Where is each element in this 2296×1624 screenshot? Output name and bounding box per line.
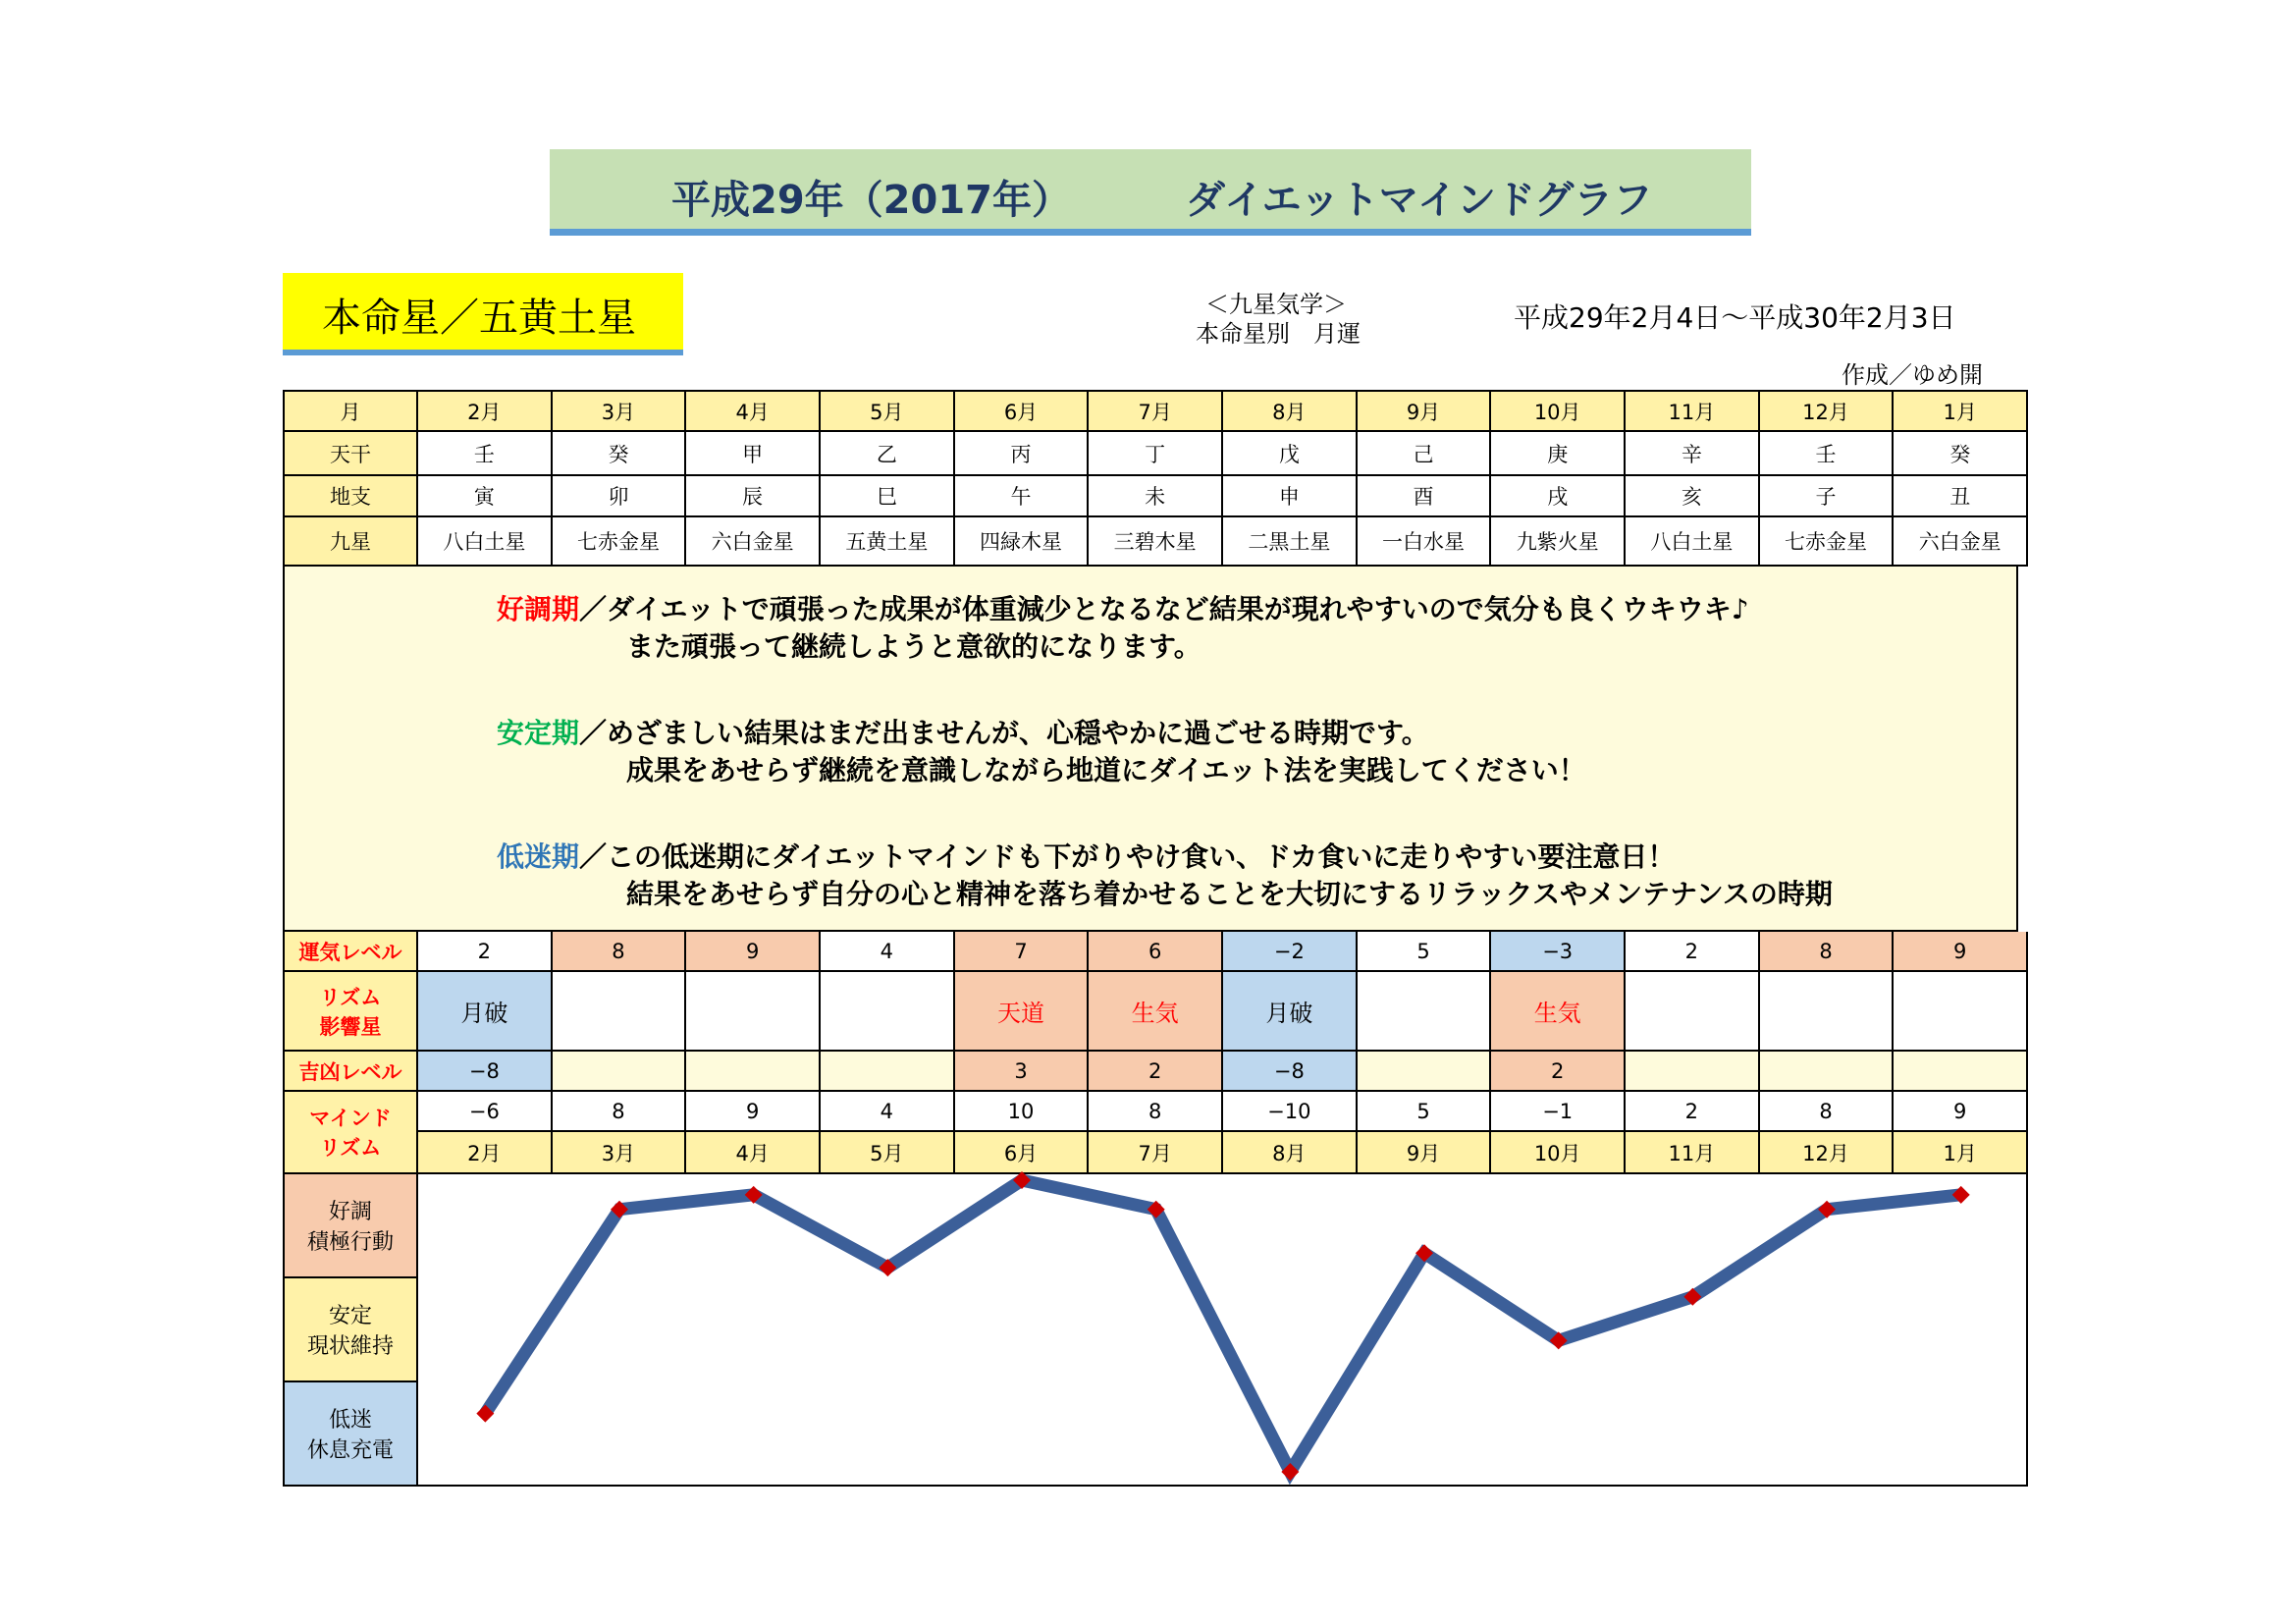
kyusei-cell: 二黒土星	[1223, 517, 1358, 567]
band-label-stable-line1: 安定	[328, 1304, 372, 1328]
mind-cell: 8	[1760, 1092, 1895, 1132]
mind-cell: 8	[553, 1092, 687, 1132]
tenkan-cell: 癸	[1894, 432, 2028, 476]
chishi-cell: 巳	[821, 476, 955, 517]
chishi-cell: 未	[1089, 476, 1223, 517]
source-line2: 本命星別 月運	[1196, 320, 1361, 348]
unki-cell: 8	[1760, 932, 1895, 972]
band-label-good-line1: 好調	[328, 1200, 372, 1224]
month-cell: 11月	[1626, 390, 1760, 432]
chishi-cell: 寅	[418, 476, 553, 517]
source-line1: ＜九星気学＞	[1205, 291, 1347, 318]
month-footer-cell: 8月	[1223, 1132, 1358, 1174]
kyusei-cell: 一白水星	[1358, 517, 1492, 567]
mind-rhythm-line	[485, 1180, 1960, 1472]
tenkan-cell: 壬	[418, 432, 553, 476]
kyusei-cell: 四緑木星	[955, 517, 1090, 567]
mind-cell: 9	[686, 1092, 821, 1132]
kyusei-cell: 六白金星	[1894, 517, 2028, 567]
unki-cell: −2	[1223, 932, 1358, 972]
chishi-cell: 丑	[1894, 476, 2028, 517]
month-footer-cell: 5月	[821, 1132, 955, 1174]
mind-cell: 2	[1626, 1092, 1760, 1132]
good-phase-text1: ／ダイエットで頑張った成果が体重減少となるなど結果が現れやすいので気分も良くウキウキ♪	[579, 593, 1749, 625]
mind-cell: 5	[1358, 1092, 1492, 1132]
mind-cell: 10	[955, 1092, 1090, 1132]
tenkan-cell: 庚	[1491, 432, 1626, 476]
chishi-cell: 午	[955, 476, 1090, 517]
month-footer-cell: 10月	[1491, 1132, 1626, 1174]
unki-cell: 9	[1894, 932, 2028, 972]
chishi-cell: 戌	[1491, 476, 1626, 517]
month-cell: 4月	[686, 390, 821, 432]
stable-phase-text2: 成果をあせらず継続を意識しながら地道にダイエット法を実践してください！	[626, 754, 1586, 786]
good-phase-label: 好調期	[497, 593, 580, 625]
unki-cell: 2	[418, 932, 553, 972]
month-cell: 6月	[955, 390, 1090, 432]
row-label-month: 月	[283, 390, 418, 432]
tenkan-cell: 丙	[955, 432, 1090, 476]
month-footer-cell: 11月	[1626, 1132, 1760, 1174]
month-cell: 5月	[821, 390, 955, 432]
kyusei-cell: 八白土星	[418, 517, 553, 567]
unki-cell: 2	[1626, 932, 1760, 972]
mind-cell: −6	[418, 1092, 553, 1132]
mind-cell: 4	[821, 1092, 955, 1132]
month-cell: 12月	[1760, 390, 1895, 432]
band-label-low-line1: 低迷	[328, 1408, 372, 1433]
row-label-kyusei: 九星	[283, 517, 418, 567]
chishi-cell: 酉	[1358, 476, 1492, 517]
band-label-stable-line2: 現状維持	[306, 1334, 394, 1359]
kyusei-cell: 八白土星	[1626, 517, 1760, 567]
stable-phase-text1: ／めざましい結果はまだ出ませんが、心穏やかに過ごせる時期です。	[579, 717, 1429, 749]
kikkyo-cell: 2	[1491, 1052, 1626, 1092]
title-year: 平成29年（2017年）	[671, 178, 1071, 223]
band-label-good-line2: 積極行動	[306, 1230, 394, 1255]
row-label-kikkyo: 吉凶レベル	[283, 1052, 418, 1092]
month-cell: 1月	[1894, 390, 2028, 432]
month-footer-cell: 2月	[418, 1132, 553, 1174]
mind-cell: 8	[1089, 1092, 1223, 1132]
rhythm-cell: 月破	[1223, 972, 1358, 1052]
row-label-rhythm-line1: リズム	[319, 985, 382, 1009]
month-cell: 3月	[553, 390, 687, 432]
tenkan-cell: 己	[1358, 432, 1492, 476]
kyusei-cell: 六白金星	[686, 517, 821, 567]
month-cell: 10月	[1491, 390, 1626, 432]
unki-cell: 6	[1089, 932, 1223, 972]
unki-cell: 5	[1358, 932, 1492, 972]
band-label-low-line2: 休息充電	[306, 1438, 394, 1463]
month-cell: 8月	[1223, 390, 1358, 432]
unki-cell: 4	[821, 932, 955, 972]
month-cell: 7月	[1089, 390, 1223, 432]
period-text: 平成29年2月4日～平成30年2月3日	[1514, 301, 1956, 334]
chishi-cell: 亥	[1626, 476, 1760, 517]
row-label-mind-line1: マインド	[309, 1107, 392, 1130]
row-label-mind-line2: リズム	[319, 1136, 382, 1160]
mind-cell: 9	[1894, 1092, 2028, 1132]
title-name: ダイエットマインドグラフ	[1186, 178, 1653, 223]
tenkan-cell: 甲	[686, 432, 821, 476]
good-phase-text2: また頑張って継続しようと意欲的になります。	[626, 630, 1201, 663]
honmeisei-label: 本命星／五黄土星	[322, 296, 636, 341]
kyusei-cell: 七赤金星	[553, 517, 687, 567]
tenkan-cell: 辛	[1626, 432, 1760, 476]
unki-cell: 7	[955, 932, 1090, 972]
row-label-tenkan: 天干	[283, 432, 418, 476]
rhythm-cell: 生気	[1089, 972, 1223, 1052]
kyusei-cell: 三碧木星	[1089, 517, 1223, 567]
month-footer-cell: 4月	[686, 1132, 821, 1174]
rhythm-cell: 月破	[418, 972, 553, 1052]
unki-cell: 9	[686, 932, 821, 972]
kyusei-cell: 七赤金星	[1760, 517, 1895, 567]
rhythm-cell: 生気	[1491, 972, 1626, 1052]
row-label-rhythm-line2: 影響星	[319, 1014, 382, 1039]
chishi-cell: 申	[1223, 476, 1358, 517]
mind-cell: −1	[1491, 1092, 1626, 1132]
tenkan-cell: 壬	[1760, 432, 1895, 476]
kikkyo-cell: −8	[418, 1052, 553, 1092]
tenkan-cell: 癸	[553, 432, 687, 476]
stable-phase-label: 安定期	[497, 717, 580, 749]
month-footer-cell: 12月	[1760, 1132, 1895, 1174]
kikkyo-cell: 2	[1089, 1052, 1223, 1092]
month-footer-cell: 6月	[955, 1132, 1090, 1174]
low-phase-label: 低迷期	[497, 840, 580, 873]
month-cell: 2月	[418, 390, 553, 432]
month-cell: 9月	[1358, 390, 1492, 432]
chishi-cell: 辰	[686, 476, 821, 517]
kyusei-cell: 九紫火星	[1491, 517, 1626, 567]
mind-cell: −10	[1223, 1092, 1358, 1132]
author-text: 作成／ゆめ開	[1842, 361, 1983, 389]
kyusei-cell: 五黄土星	[821, 517, 955, 567]
kikkyo-cell: −8	[1223, 1052, 1358, 1092]
row-label-unki: 運気レベル	[283, 932, 418, 972]
month-footer-cell: 1月	[1894, 1132, 2028, 1174]
kikkyo-cell: 3	[955, 1052, 1090, 1092]
row-label-chishi: 地支	[283, 476, 418, 517]
chishi-cell: 子	[1760, 476, 1895, 517]
low-phase-text1: ／この低迷期にダイエットマインドも下がりやけ食い、ドカ食いに走りやすい要注意日！	[579, 840, 1676, 873]
month-footer-cell: 7月	[1089, 1132, 1223, 1174]
unki-cell: −3	[1491, 932, 1626, 972]
rhythm-cell: 天道	[955, 972, 1090, 1052]
month-footer-cell: 9月	[1358, 1132, 1492, 1174]
tenkan-cell: 戊	[1223, 432, 1358, 476]
month-footer-cell: 3月	[553, 1132, 687, 1174]
low-phase-text2: 結果をあせらず自分の心と精神を落ち着かせることを大切にするリラックスやメンテナンスの時期	[626, 878, 1833, 910]
tenkan-cell: 乙	[821, 432, 955, 476]
chishi-cell: 卯	[553, 476, 687, 517]
tenkan-cell: 丁	[1089, 432, 1223, 476]
unki-cell: 8	[553, 932, 687, 972]
